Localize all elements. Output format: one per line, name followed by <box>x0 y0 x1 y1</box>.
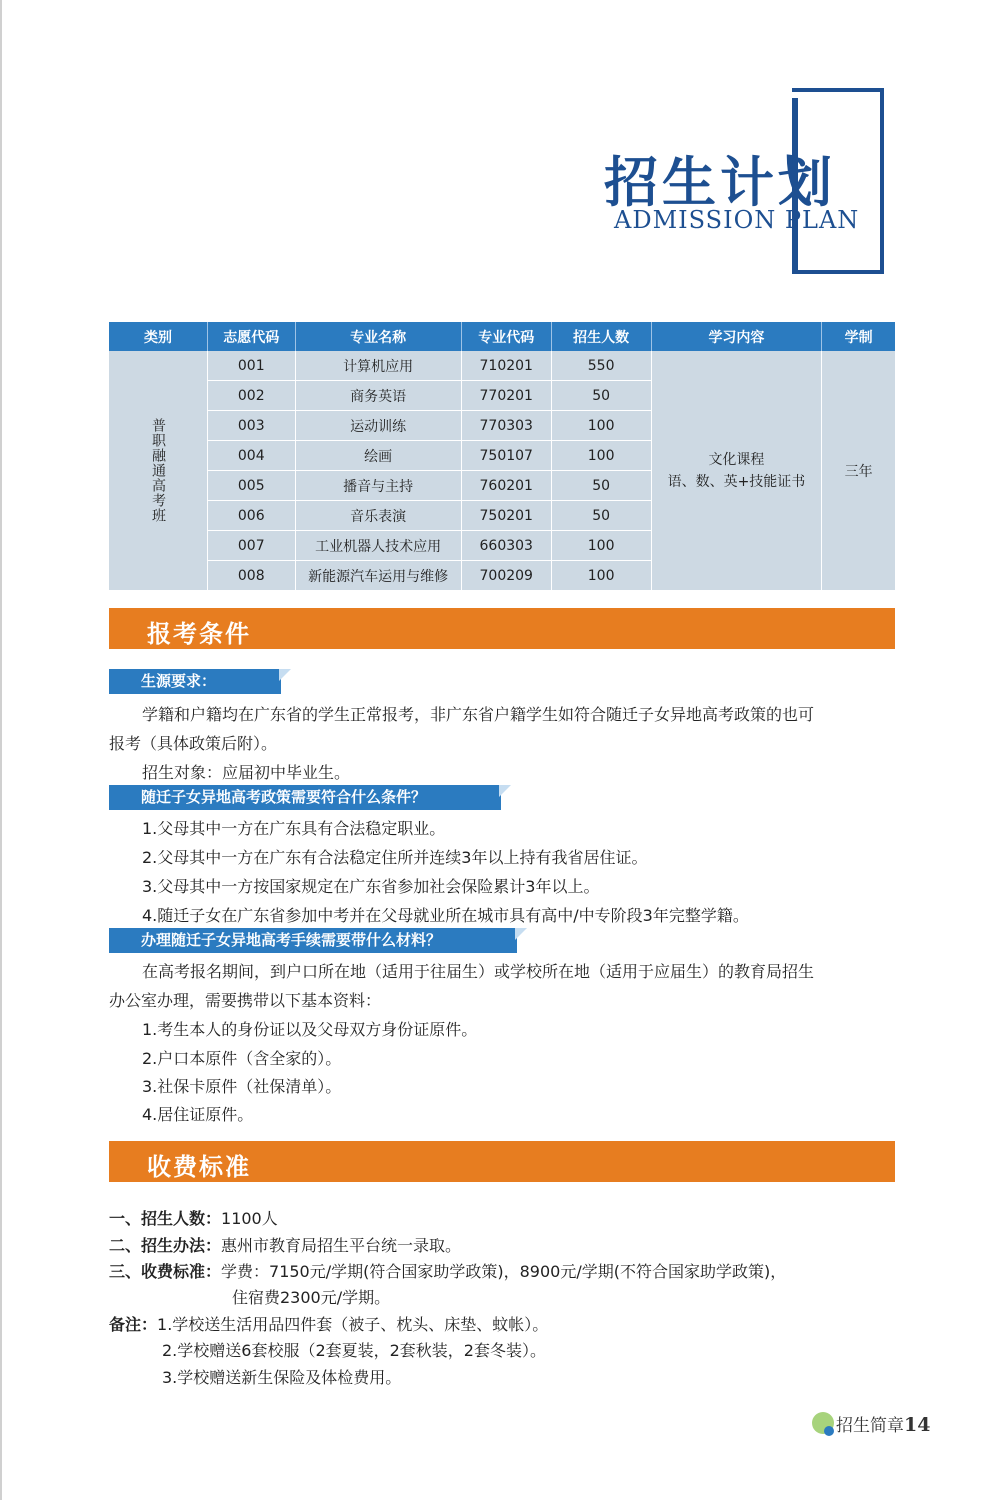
enrollment-cell: 550 <box>551 351 651 381</box>
major-code-cell: 760201 <box>461 471 551 501</box>
section-title: 报考条件 <box>147 620 251 648</box>
major-name-cell: 运动训练 <box>295 411 461 441</box>
footer-label: 招生简章 <box>836 1416 904 1436</box>
note-label: 备注： <box>109 1315 158 1334</box>
section-bar-fees <box>109 1141 895 1182</box>
list-item: 1.父母其中一方在广东具有合法稳定职业。 <box>142 819 446 838</box>
page-title: 招生计划 <box>604 151 836 214</box>
major-code-cell: 750107 <box>461 441 551 471</box>
sub-label-text: 办理随迁子女异地高考手续需要带什么材料？ <box>141 931 442 949</box>
admission-table <box>109 322 895 591</box>
major-code-cell: 700209 <box>461 561 551 591</box>
choice-code-cell: 004 <box>208 441 296 471</box>
paragraph-line: 在高考报名期间，到户口所在地（适用于往届生）或学校所在地（适用于应届生）的教育局招生 <box>142 962 815 981</box>
paragraph-line: 学籍和户籍均在广东省的学生正常报考，非广东省户籍学生如符合随迁子女异地高考政策的也可 <box>142 705 815 724</box>
sub-label-text: 生源要求： <box>141 672 217 690</box>
major-code-cell: 750201 <box>461 501 551 531</box>
list-item: 3.父母其中一方按国家规定在广东省参加社会保险累计3年以上。 <box>142 877 600 896</box>
fee-line-method <box>109 1233 461 1256</box>
header-enrollment: 招生人数 <box>551 322 651 351</box>
header-category: 类别 <box>109 322 208 351</box>
fee-value: 1100人 <box>221 1209 278 1228</box>
duration-cell: 三年 <box>822 351 895 591</box>
choice-code-cell: 001 <box>208 351 296 381</box>
sub-label-text: 随迁子女异地高考政策需要符合什么条件？ <box>141 788 427 806</box>
fee-line-count <box>109 1206 278 1229</box>
list-item: 2.户口本原件（含全家的）。 <box>142 1049 342 1068</box>
major-name-cell: 商务英语 <box>295 381 461 411</box>
note-item: 3.学校赠送新生保险及体检费用。 <box>162 1368 402 1387</box>
major-name-cell: 计算机应用 <box>295 351 461 381</box>
enrollment-cell: 100 <box>551 531 651 561</box>
enrollment-cell: 100 <box>551 411 651 441</box>
choice-code-cell: 002 <box>208 381 296 411</box>
major-name-cell: 音乐表演 <box>295 501 461 531</box>
list-item: 2.父母其中一方在广东有合法稳定住所并连续3年以上持有我省居住证。 <box>142 848 648 867</box>
sub-label-source <box>109 669 281 694</box>
enrollment-cell: 100 <box>551 441 651 471</box>
page-edge-line <box>0 0 2 1500</box>
footer-dot-icon <box>824 1426 834 1436</box>
major-name-cell: 绘画 <box>295 441 461 471</box>
header-major-name: 专业名称 <box>295 322 461 351</box>
fee-label: 一、招生人数： <box>109 1209 222 1228</box>
major-name-cell: 播音与主持 <box>295 471 461 501</box>
fee-label: 二、招生办法： <box>109 1236 222 1255</box>
paragraph-line: 招生对象：应届初中毕业生。 <box>142 763 351 782</box>
paragraph-line: 办公室办理，需要携带以下基本资料： <box>109 991 382 1010</box>
enrollment-cell: 50 <box>551 501 651 531</box>
major-code-cell: 710201 <box>461 351 551 381</box>
fee-label: 三、收费标准： <box>109 1262 222 1281</box>
fee-value: 惠州市教育局招生平台统一录取。 <box>221 1236 462 1255</box>
enrollment-cell: 50 <box>551 471 651 501</box>
major-name-cell: 工业机器人技术应用 <box>295 531 461 561</box>
choice-code-cell: 008 <box>208 561 296 591</box>
list-item: 4.随迁子女在广东省参加中考并在父母就业所在城市具有高中/中专阶段3年完整学籍。 <box>142 906 749 925</box>
list-item: 3.社保卡原件（社保清单）。 <box>142 1077 342 1096</box>
list-item: 4.居住证原件。 <box>142 1105 254 1124</box>
enrollment-cell: 100 <box>551 561 651 591</box>
fee-line-standard <box>109 1259 786 1282</box>
content-line-1: 文化课程 <box>708 451 765 468</box>
fee-value: 学费：7150元/学期(符合国家助学政策)，8900元/学期(不符合国家助学政策)， <box>221 1262 787 1281</box>
section-bar-conditions <box>109 608 895 649</box>
page-subtitle: ADMISSION PLAN <box>614 206 860 234</box>
sub-label-policy <box>109 785 501 810</box>
header-major-code: 专业代码 <box>461 322 551 351</box>
content-line-2: 语、数、英+技能证书 <box>667 473 806 490</box>
page-number: 14 <box>904 1414 931 1436</box>
major-code-cell: 770303 <box>461 411 551 441</box>
section-title: 收费标准 <box>147 1153 251 1181</box>
note-item: 2.学校赠送6套校服（2套夏装，2套秋装，2套冬装）。 <box>162 1341 546 1360</box>
major-code-cell: 660303 <box>461 531 551 561</box>
fee-value-line2: 住宿费2300元/学期。 <box>232 1288 391 1307</box>
table-row <box>109 351 895 381</box>
choice-code-cell: 007 <box>208 531 296 561</box>
note-item: 1.学校送生活用品四件套（被子、枕头、床垫、蚊帐）。 <box>157 1315 549 1334</box>
page-footer <box>836 1411 930 1436</box>
header-choice-code: 志愿代码 <box>208 322 296 351</box>
header-content: 学习内容 <box>651 322 822 351</box>
list-item: 1.考生本人的身份证以及父母双方身份证原件。 <box>142 1020 478 1039</box>
header-duration: 学制 <box>822 322 895 351</box>
major-code-cell: 770201 <box>461 381 551 411</box>
choice-code-cell: 006 <box>208 501 296 531</box>
choice-code-cell: 003 <box>208 411 296 441</box>
sub-label-materials <box>109 928 517 953</box>
paragraph-line: 报考（具体政策后附）。 <box>109 734 278 753</box>
table-header-row <box>109 322 895 351</box>
choice-code-cell: 005 <box>208 471 296 501</box>
major-name-cell: 新能源汽车运用与维修 <box>295 561 461 591</box>
note-line <box>109 1312 548 1335</box>
category-cell: 普职融通高考班 <box>109 351 208 591</box>
enrollment-cell: 50 <box>551 381 651 411</box>
content-cell <box>651 351 822 591</box>
